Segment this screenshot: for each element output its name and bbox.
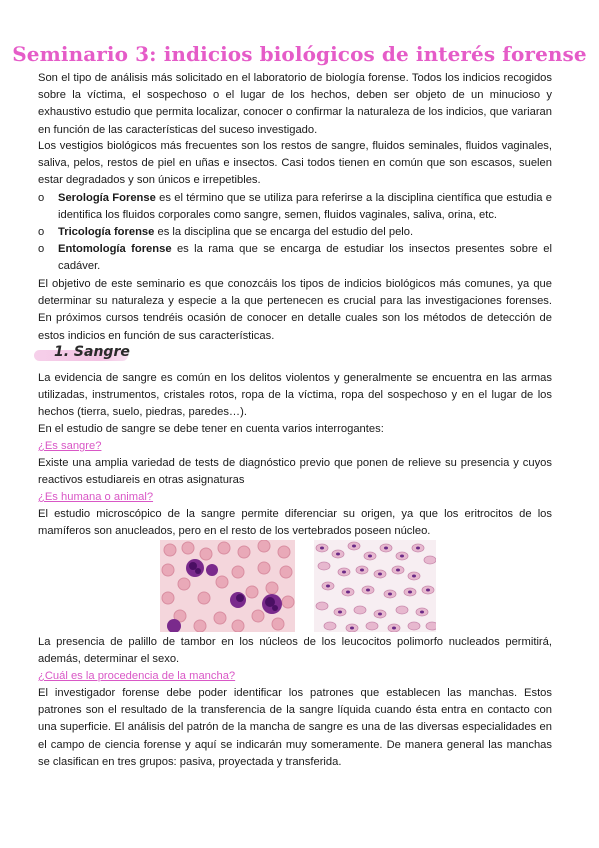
bullet-description: es la disciplina que se encarga del estudio del pelo. xyxy=(154,226,414,238)
bullet-term: Tricología forense xyxy=(58,226,155,238)
bullet-term: Serología Forense xyxy=(58,192,156,204)
bullet-mark: o xyxy=(38,226,45,238)
bullet-term: Entomología forense xyxy=(58,243,172,255)
page-title: Seminario 3: indicios biológicos de interés forense xyxy=(12,42,587,66)
answer-humana-animal: El estudio microscópico de la sangre permite diferenciar su origen, ya que los eritrocitos de los mamíferos son anucleados, pero en el resto de los vertebrados poseen núcleo. xyxy=(38,508,552,538)
bullet-text xyxy=(58,190,552,224)
bullet-text xyxy=(58,224,552,241)
bullet-description: es el término que se utiliza para referirse a la disciplina científica que estudia e identifica los fluidos corporales como sangre, semen, fluidos vaginales, saliva, orina, etc. xyxy=(58,192,553,222)
answer-procedencia: El investigador forense debe poder identificar los patrones que establecen las manchas. Estos patrones son el resultado de la transferencia de la sangre líquida cuando ésta entra en contacto con una superficie. El análisis del patrón de la mancha de sangre es una de las diversas especialidades en el campo de ciencia forense y aquí se indicarán muy someramente. De manera general las manchas se clasifican en tres grupos: pasiva, proyectada y transferida. xyxy=(38,687,552,768)
blood-smear-image-2 xyxy=(314,540,436,632)
intro-paragraph-1: Son el tipo de análisis más solicitado en el laboratorio de biología forense. Todos los indicios recogidos sobre la víctima, el sospechoso o el lugar de los hechos, deben ser objeto de un minucioso y exhaustivo estudio que permita localizar, conocer o confirmar la naturaleza de los indicios, que variaran en función de las características del suceso investigado. xyxy=(38,72,552,136)
sangre-paragraph-2: En el estudio de sangre se debe tener en cuenta varios interrogantes: xyxy=(38,423,384,435)
sangre-paragraph-1: La evidencia de sangre es común en los delitos violentos y generalmente se encuentra en las armas utilizadas, instrumentos, cristales rotos, ropa de la víctima, ropa del sospechoso y en el lugar de los hechos (tierra, suelo, piedras, paredes…). xyxy=(38,372,552,419)
question-humana-animal: ¿Es humana o animal? xyxy=(38,491,154,503)
answer-sexo: La presencia de palillo de tambor en los núcleos de los leucocitos polimorfo nucleados permitirá, además, determinar el sexo. xyxy=(38,636,552,666)
bullet-mark: o xyxy=(38,192,45,204)
answer-es-sangre: Existe una amplia variedad de tests de diagnóstico previo que ponen de relieve su presencia y cuyos reactivos estudiareis en otras asignaturas xyxy=(38,457,552,487)
bullet-mark: o xyxy=(38,243,45,255)
section-heading xyxy=(34,344,154,366)
intro-paragraph-2: Los vestigios biológicos más frecuentes son los restos de sangre, fluidos seminales, fluidos vaginales, saliva, pelos, restos de piel en uñas e insectos. Casi todos tienen en común que son escasos, suelen estar degradados y son únicos e irrepetibles. xyxy=(38,140,552,187)
bullet-description: es la rama que se encarga de estudiar los insectos presentes sobre el cadáver. xyxy=(58,243,553,273)
section-heading-text: 1. Sangre xyxy=(54,344,130,360)
intro-paragraph-3: El objetivo de este seminario es que conozcáis los tipos de indicios biológicos más comunes, ya que determinar su naturaleza y especie a la que pertenecen es crucial para las investigaciones forenses. En próximos cursos tendréis ocasión de conocer en detalle cuales son los métodos de detección de estos indicios en función de sus características. xyxy=(38,278,552,342)
question-es-sangre: ¿Es sangre? xyxy=(38,440,102,452)
question-procedencia: ¿Cuál es la procedencia de la mancha? xyxy=(38,670,236,682)
bullet-text xyxy=(58,241,552,275)
blood-smear-image-1 xyxy=(160,540,295,632)
